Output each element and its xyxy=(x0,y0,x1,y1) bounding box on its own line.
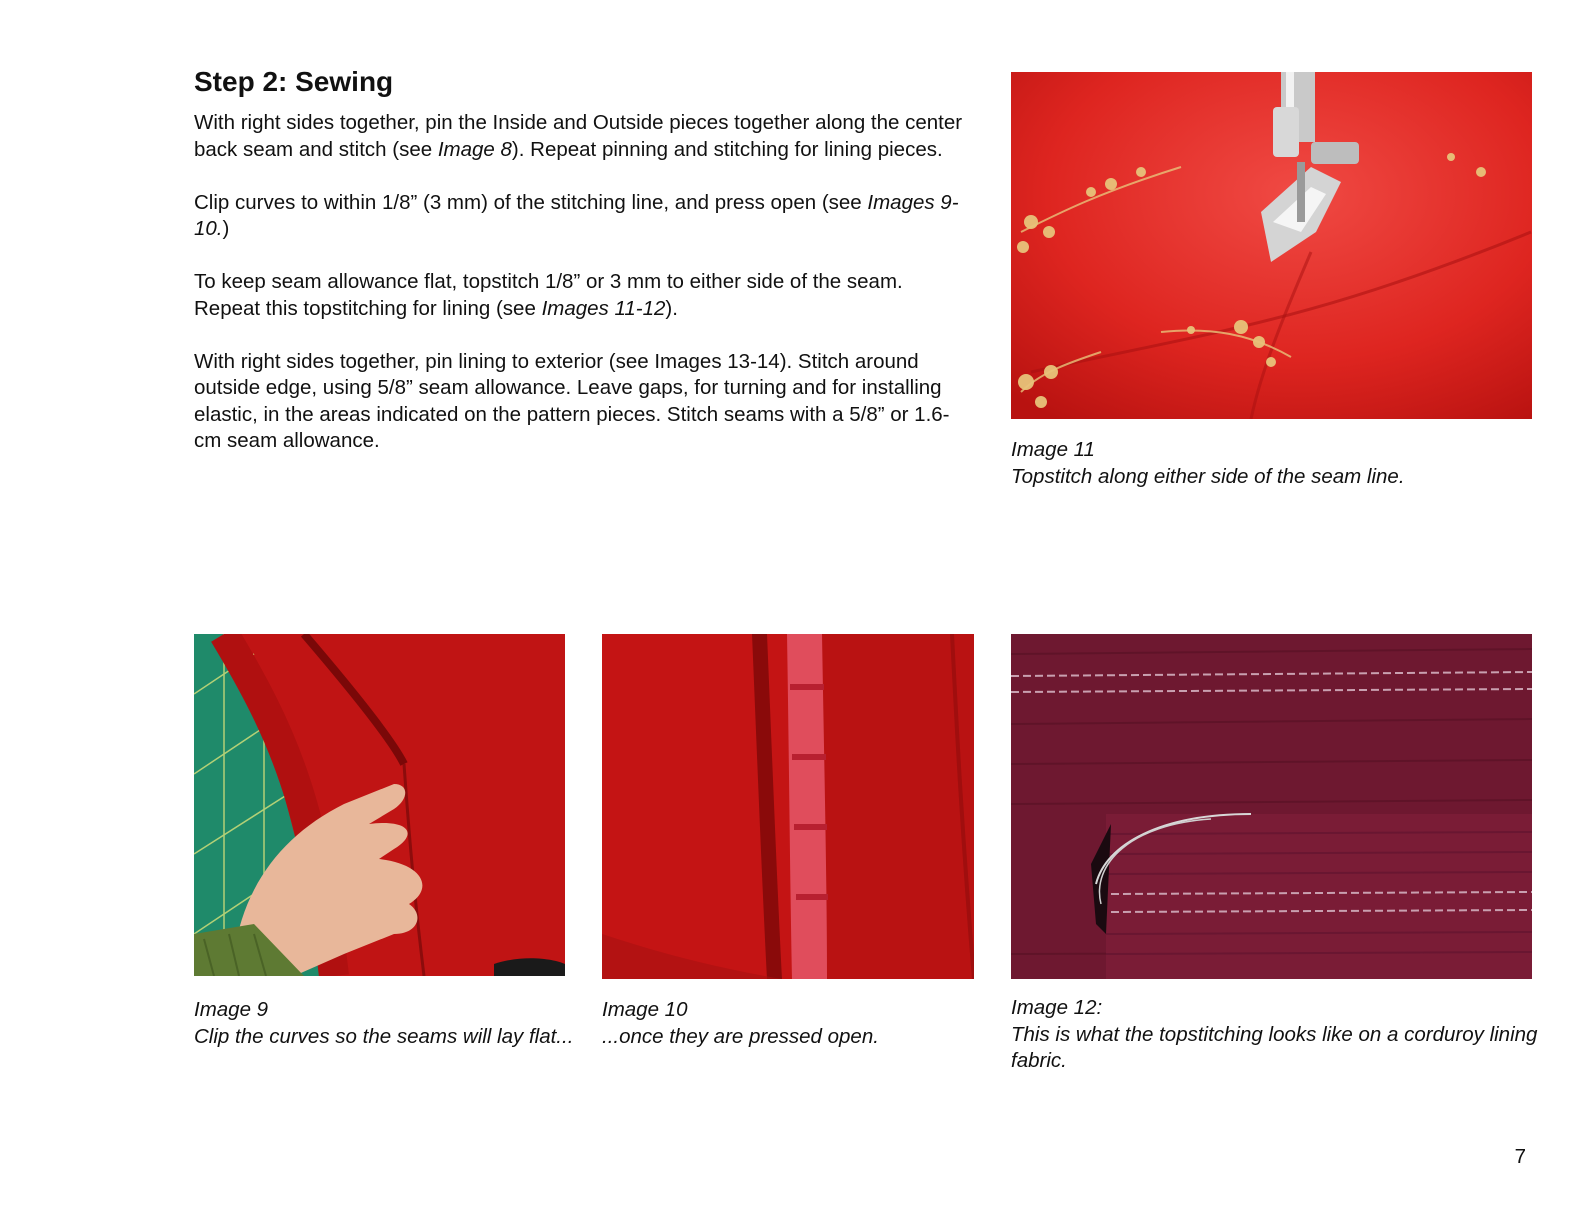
image-9-title: Image 9 xyxy=(194,998,269,1021)
image-9-caption xyxy=(194,997,574,1050)
image-10-title: Image 10 xyxy=(602,998,688,1021)
sewing-machine-illustration xyxy=(1011,72,1532,419)
page-number: 7 xyxy=(1514,1145,1526,1168)
image-12-title: Image 12: xyxy=(1011,996,1103,1019)
pressed-seam-illustration xyxy=(602,634,974,979)
image-reference: Images 11-12 xyxy=(541,296,666,320)
paragraph-center-back-seam: With right sides together, pin the Inside and Outside pieces together along the center back seam and stitch (see Image 8). Repeat pinning and stitching for lining pieces. xyxy=(194,111,963,161)
image-10-caption xyxy=(602,997,982,1050)
image-12-caption xyxy=(1011,995,1551,1075)
instructions-text xyxy=(194,110,974,481)
image-12-photo xyxy=(1011,634,1532,979)
image-11-caption xyxy=(1011,437,1551,490)
image-9-description: Clip the curves so the seams will lay flat... xyxy=(194,1024,574,1048)
image-10-photo xyxy=(602,634,974,979)
image-10-description: ...once they are pressed open. xyxy=(602,1024,879,1048)
image-12-description: This is what the topstitching looks like on a corduroy lining fabric. xyxy=(1011,1022,1538,1072)
clipped-seam-illustration xyxy=(194,634,565,976)
step-heading: Step 2: Sewing xyxy=(194,66,394,97)
image-11-photo xyxy=(1011,72,1532,419)
image-11-title: Image 11 xyxy=(1011,438,1095,461)
corduroy-illustration xyxy=(1011,634,1532,979)
image-reference: Images 9-10. xyxy=(194,190,959,240)
paragraph-clip-curves: Clip curves to within 1/8” (3 mm) of the stitching line, and press open (see Images 9-10.) xyxy=(194,190,959,240)
paragraph-pin-lining: With right sides together, pin lining to exterior (see Images 13-14). Stitch around outside edge, using 5/8” seam allowance. Leave gaps, for turning and for installing elastic, in the areas indicated on the pattern pieces. Stitch seams with a 5/8” or 1.6-cm seam allowance. xyxy=(194,349,950,452)
image-9-photo xyxy=(194,634,565,976)
image-reference: Image 8 xyxy=(437,137,512,161)
paragraph-topstitch: To keep seam allowance flat, topstitch 1/8” or 3 mm to either side of the seam. Repeat this topstitching for lining (see Images 11-12). xyxy=(194,270,903,320)
image-11-description: Topstitch along either side of the seam line. xyxy=(1011,464,1405,488)
